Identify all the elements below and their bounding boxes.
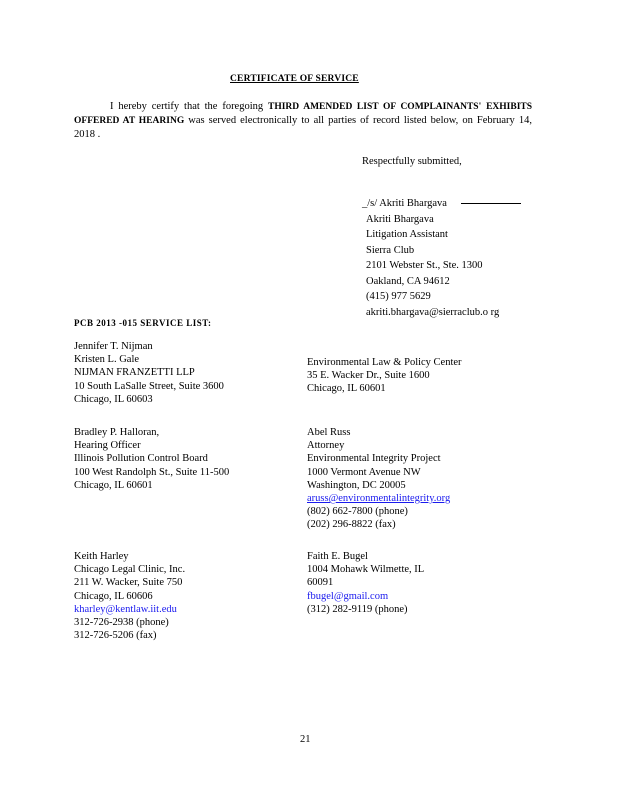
closing-text: Respectfully submitted, — [362, 156, 462, 167]
contact-line: 100 West Randolph St., Suite 11-500 — [74, 466, 230, 478]
signature-block — [362, 196, 521, 320]
signer-email: akriti.bhargava@sierraclub.o rg — [366, 306, 500, 318]
contact-line: Chicago Legal Clinic, Inc. — [74, 564, 186, 576]
contact-line: 1004 Mohawk Wilmette, IL — [307, 564, 425, 576]
contact-line: Keith Harley — [74, 551, 129, 562]
document-title: CERTIFICATE OF SERVICE — [230, 74, 359, 84]
contact-line: 312-726-2938 (phone) — [74, 617, 169, 629]
certify-tail: was served electronically to all parties of record listed below, on February 14, 2018 . — [74, 115, 532, 140]
signer-role: Litigation Assistant — [366, 229, 448, 240]
contact-line: 10 South LaSalle Street, Suite 3600 — [74, 380, 224, 392]
contact-line: Chicago, IL 60603 — [74, 393, 153, 405]
contact-line: Bradley P. Halloran, — [74, 427, 160, 438]
contact-block-russ — [307, 426, 450, 532]
contact-line: 211 W. Wacker, Suite 750 — [74, 577, 183, 589]
signer-street: 2101 Webster St., Ste. 1300 — [366, 260, 483, 271]
signer-phone: (415) 977 5629 — [366, 291, 431, 302]
contact-line: 1000 Vermont Avenue NW — [307, 466, 421, 478]
email-link[interactable]: aruss@environmentalintegrity.org — [307, 493, 451, 505]
contact-block-halloran — [74, 426, 229, 492]
contact-line: (802) 662-7800 (phone) — [307, 506, 408, 518]
contact-line: Kristen L. Gale — [74, 354, 140, 366]
document-title-line1: THIRD AMENDED LIST OF COMPLAINANTS' — [268, 102, 482, 112]
contact-line: Washington, DC 20005 — [307, 479, 406, 491]
contact-line: Chicago, IL 60606 — [74, 590, 153, 602]
contact-line: 60091 — [307, 577, 334, 589]
service-list-heading: PCB 2013 -015 SERVICE LIST: — [74, 318, 212, 328]
page-number: 21 — [300, 734, 311, 745]
contact-line: Hearing Officer — [74, 440, 141, 452]
contact-line: Environmental Law & Policy Center — [307, 357, 462, 368]
certify-intro: I hereby certify that the foregoing — [110, 101, 264, 112]
signer-city: Oakland, CA 94612 — [366, 275, 450, 287]
contact-line: Illinois Pollution Control Board — [74, 453, 208, 465]
contact-block-harley — [74, 550, 185, 642]
contact-line: Jennifer T. Nijman — [74, 341, 153, 352]
certification-paragraph — [74, 100, 532, 142]
email-link[interactable]: kharley@kentlaw.iit.edu — [74, 603, 177, 615]
contact-line: (312) 282-9119 (phone) — [307, 603, 408, 615]
contact-line: Faith E. Bugel — [307, 551, 368, 562]
contact-line: NIJMAN FRANZETTI LLP — [74, 367, 195, 379]
contact-line: 312-726-5206 (fax) — [74, 630, 157, 642]
email-link[interactable]: fbugel@gmail.com — [307, 590, 389, 602]
contact-block-elpc — [307, 356, 462, 396]
contact-block-nijman — [74, 340, 224, 406]
contact-line: Environmental Integrity Project — [307, 453, 441, 465]
signature-line: _/s/ Akriti Bhargava — [362, 196, 521, 212]
contact-line: Chicago, IL 60601 — [74, 479, 153, 491]
contact-block-bugel — [307, 550, 424, 616]
signer-name: Akriti Bhargava — [366, 213, 434, 225]
contact-line: (202) 296-8822 (fax) — [307, 519, 396, 531]
contact-line: 35 E. Wacker Dr., Suite 1600 — [307, 370, 430, 382]
document-title-line2: EXHIBITS OFFERED AT HEARING — [74, 102, 533, 126]
signer-org: Sierra Club — [366, 244, 415, 256]
contact-line: Attorney — [307, 440, 345, 452]
contact-line: Abel Russ — [307, 427, 351, 438]
contact-line: Chicago, IL 60601 — [307, 383, 386, 395]
